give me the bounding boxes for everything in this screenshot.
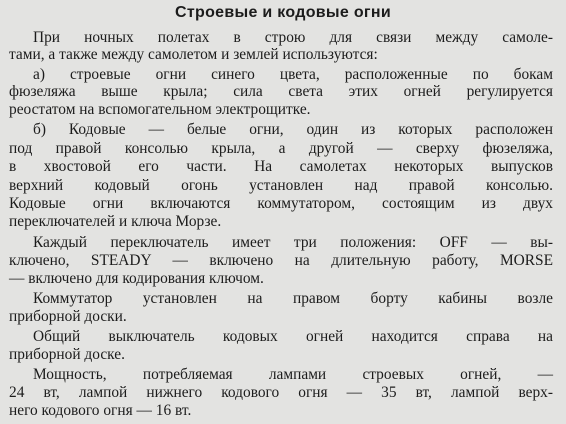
p7-line-2: 24 вт, лампой нижнего кодового огня — 35 вт, лампой верх- — [9, 384, 553, 401]
p5-line-2: приборной доски. — [9, 308, 127, 325]
p6-line-1: Общий выключатель кодовых огней находится справа на — [33, 328, 553, 345]
p3-line-2: под правой консолью крыла, а другой — сверху фюзеляжа, — [9, 140, 553, 157]
p3-line-3: в хвостовой его части. На самолетах некоторых выпусков — [9, 158, 553, 175]
p6-line-2: приборной доске. — [9, 346, 125, 363]
section-title: Строевые и кодовые огни — [175, 4, 391, 21]
p3-line-6: переключателей и ключа Морзе. — [9, 213, 222, 230]
p2-line-3: реостатом на вспомогательном электрощитке. — [9, 101, 311, 118]
p2-line-1: а) строевые огни синего цвета, расположенные по бокам — [33, 66, 553, 83]
p1-line-2: тами, а также между самолетом и землей используются: — [9, 46, 378, 63]
p7-line-3: него кодового огня — 16 вт. — [9, 402, 192, 419]
p1-line-1: При ночных полетах в строю для связи между самоле- — [33, 29, 553, 46]
p5-line-1: Коммутатор установлен на правом борту кабины возле — [33, 290, 553, 307]
p7-line-1: Мощность, потребляемая лампами строевых огней, — — [33, 366, 553, 383]
p3-line-1: б) Кодовые — белые огни, один из которых расположен — [33, 121, 553, 138]
p3-line-5: Кодовые огни включаются коммутатором, состоящим из двух — [9, 195, 553, 212]
p4-line-2: ключено, STEADY — включено на длительную работу, MORSE — [9, 252, 553, 269]
p4-line-1: Каждый переключатель имеет три положения: OFF — вы- — [33, 234, 553, 251]
p3-line-4: верхний кодовый огонь установлен над правой консолью. — [9, 177, 553, 194]
p2-line-2: фюзеляжа выше крыла; сила света этих огней регулируется — [9, 83, 553, 100]
p4-line-3: — включено для кодирования ключом. — [9, 270, 264, 287]
